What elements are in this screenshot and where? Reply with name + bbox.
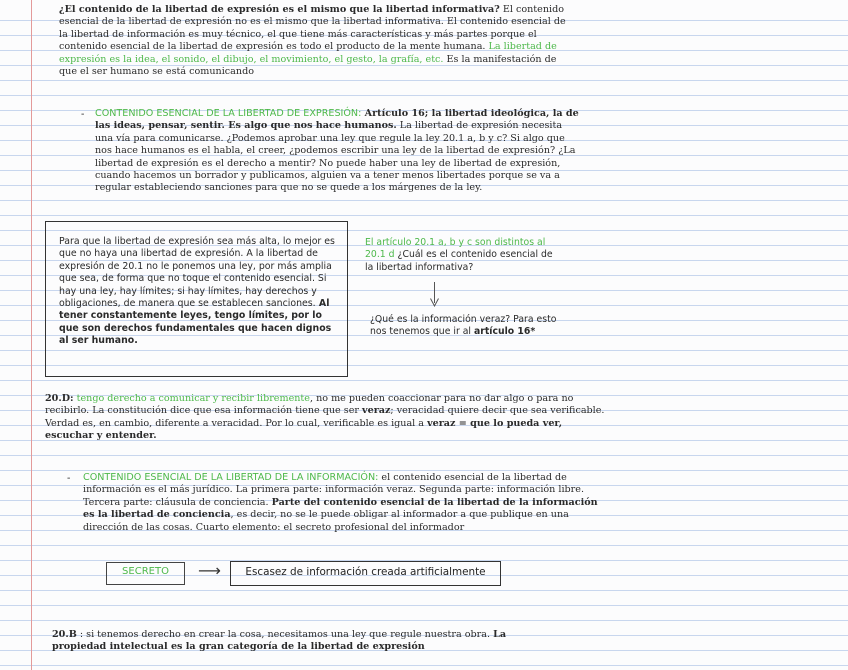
note-box-text	[59, 236, 341, 348]
side-question-text: ¿Qué es la información veraz? Para esto nos tenemos que ir al	[370, 314, 557, 338]
side-note-text: ¿Cuál es el contenido esencial de la libertad informativa?	[365, 249, 553, 273]
d20-text1: , no me pueden coaccionar para no dar algo o para no recibirlo. La constitución dice que esa información tiene que ser	[45, 393, 574, 417]
intro-text-end: Es la manifestación de que el ser humano se está comunicando	[59, 53, 557, 78]
secreto-label: SECRETO	[122, 566, 169, 577]
intro-green-text: La libertad de expresión es la idea, el sonido, el dibujo, el movimiento, el gesto, la grafía, etc.	[59, 41, 557, 65]
d20-veraz: veraz	[362, 405, 391, 417]
right-arrow-icon: ⟶	[198, 561, 221, 580]
section2-bold: Parte del contenido esencial de la libertad de la información es la libertad de conciencia	[83, 496, 598, 521]
intro-paragraph	[59, 4, 571, 78]
section2-bullet: -	[67, 473, 71, 484]
section1-heading: CONTENIDO ESENCIAL DE LA LIBERTAD DE EXPRESIÓN:	[95, 108, 362, 119]
d20-paragraph	[45, 393, 610, 443]
intro-question: ¿El contenido de la libertad de expresión es el mismo que la libertad informativa?	[59, 4, 500, 15]
d20-text2: ; veracidad quiere decir que sea verificable. Verdad es, en cambio, diferente a veracidad. Por lo cual, verificable es igual a	[45, 405, 605, 429]
section1-text: La libertad de expresión necesita una vía para comunicarse. ¿Podemos aprobar una ley que regule la ley 20.1 a, b y c? Si algo que nos hace humanos es el habla, el creer, ¿podemos escribir una ley de la libertad de expresión? ¿La libertad de expresión es el derecho a mentir? No puede haber una ley de libertad de expresión, cuando hacemos un borrador y publicamos, alguien va a tener menos libertades porque se va a regular estableciendo sanciones para que no se quede a los márgenes de la ley.	[95, 120, 576, 194]
secreto-result: Escasez de información creada artificialmente	[245, 566, 486, 578]
side-question-bold: artículo 16*	[473, 326, 536, 338]
section1-bullet: -	[81, 109, 85, 120]
b20-label: 20.B	[52, 629, 77, 640]
b20-bold: La propiedad intelectual es la gran categoría de la libertad de expresión	[52, 629, 507, 653]
d20-green: tengo derecho a comunicar y recibir libremente	[73, 393, 310, 404]
arrow-down-head-icon	[430, 298, 439, 307]
d20-label: 20.D:	[45, 393, 74, 404]
note-box-plain: Para que la libertad de expresión sea más alta, lo mejor es que no haya una libertad de expresión. A la libertad de expresión de 20.1 no le ponemos una ley, por más amplia que sea, de forma que no toque el contenido esencial. Si hay una ley, hay límites; si hay límites, hay derechos y obligaciones, de manera que se establecen sanciones.	[59, 236, 335, 310]
b20-text: : si tenemos derecho en crear la cosa, necesitamos una ley que regule nuestra obra.	[76, 629, 494, 640]
b20-paragraph	[52, 629, 552, 654]
section2-text1: el contenido esencial de la libertad de información es el más jurídico. La primera parte: información veraz. Segunda parte: información libre. Tercera parte: cláusula de conciencia.	[83, 472, 584, 508]
side-note-question	[370, 314, 570, 339]
section2-paragraph	[83, 472, 603, 534]
d20-bold-end: veraz = que lo pueda ver, escuchar y entender.	[45, 417, 563, 442]
section1-paragraph	[95, 108, 580, 195]
section2-text2: , es decir, no se le puede obligar al informador a que publique en una dirección de las cosas. Cuarto elemento: el secreto profesional del informador	[83, 509, 569, 533]
margin-line	[31, 0, 32, 670]
intro-text: El contenido esencial de la libertad de expresión no es el mismo que la libertad informativa. El contenido esencial de la libertad de información es muy técnico, el que tiene más características y más partes porque el contenido esencial de la libertad de expresión es todo el producto de la mente humana.	[59, 4, 566, 53]
section2-heading: CONTENIDO ESENCIAL DE LA LIBERTAD DE LA INFORMACIÓN:	[83, 472, 379, 483]
side-note	[365, 237, 560, 274]
side-note-green: El artículo 20.1 a, b y c son distintos al 20.1 d	[365, 237, 546, 261]
note-box-bold: Al tener constantemente leyes, tengo límites, por lo que son derechos fundamentales que hacen dignos al ser humano.	[59, 298, 332, 347]
section1-bold: Artículo 16; la libertad ideológica, la de las ideas, pensar, sentir. Es algo que nos hace humanos.	[95, 108, 579, 132]
